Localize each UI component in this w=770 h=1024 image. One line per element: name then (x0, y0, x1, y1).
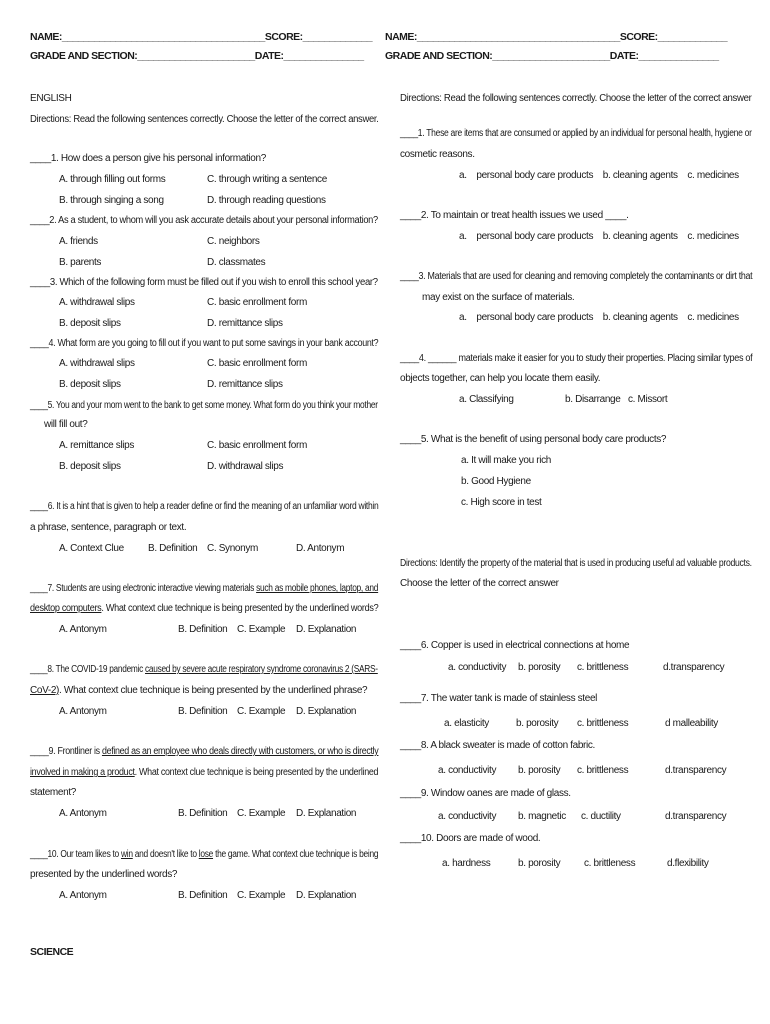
q3-option-a: A. withdrawal slips (59, 297, 135, 308)
q2-option-c: C. neighbors (207, 236, 260, 247)
r-q7-option-c: c. brittleness (577, 718, 629, 729)
q9-option-b: B. Definition (178, 808, 228, 819)
question-1: ____1. How does a person give his personal information? (30, 153, 266, 164)
r-q6-option-a: a. conductivity (448, 662, 507, 673)
r-question-7: ____7. The water tank is made of stainless steel (400, 693, 598, 704)
r-question-3: ____3. Materials that are used for cleaning and removing completely the contaminants or dirt that (400, 271, 753, 282)
question-9-cont2: statement? (30, 787, 76, 798)
r-q3-options: a. personal body care products b. cleaning agents c. medicines (459, 312, 739, 323)
r-q7-option-a: a. elasticity (444, 718, 489, 729)
grade-date-line: GRADE AND SECTION:______________________DATE:_______________ (30, 50, 364, 62)
right-name-score-line: NAME:______________________________________SCORE:_____________ (385, 31, 728, 43)
r-question-5: ____5. What is the benefit of using personal body care products? (400, 434, 667, 445)
r-q2-options: a. personal body care products b. cleaning agents c. medicines (459, 231, 739, 242)
r-q9-option-c: c. ductility (581, 811, 621, 822)
r-q8-option-b: b. porosity (518, 765, 561, 776)
question-3: ____3. Which of the following form must be filled out if you wish to enroll this school year? (30, 277, 378, 288)
r-q8-option-c: c. brittleness (577, 765, 629, 776)
r-q10-option-c: c. brittleness (584, 858, 636, 869)
r-q7-option-b: b. porosity (516, 718, 559, 729)
r-q7-option-d: d malleability (665, 718, 718, 729)
right-directions: Directions: Read the following sentences correctly. Choose the letter of the correct answer (400, 93, 752, 104)
r-q6-option-c: c. brittleness (577, 662, 629, 673)
q5-option-c: C. basic enrollment form (207, 440, 307, 451)
q1-option-c: C. through writing a sentence (207, 174, 327, 185)
q4-option-a: A. withdrawal slips (59, 358, 135, 369)
q6-option-a: A. Context Clue (59, 543, 124, 554)
question-10-cont: presented by the underlined words? (30, 869, 178, 880)
r-q5-option-a: a. It will make you rich (461, 455, 551, 466)
q6-option-b: B. Definition (148, 543, 198, 554)
r-question-9: ____9. Window oanes are made of glass. (400, 788, 571, 799)
q5-option-d: D. withdrawal slips (207, 461, 284, 472)
right-directions-2-cont: Choose the letter of the correct answer (400, 578, 559, 589)
r-question-4-cont: objects together, can help you locate them easily. (400, 373, 601, 384)
q5-option-b: B. deposit slips (59, 461, 121, 472)
r-q6-option-d: d.transparency (663, 662, 725, 673)
question-7-cont: desktop computers. What context clue technique is being presented by the underlined words? (30, 603, 379, 614)
q8-option-c: C. Example (237, 706, 286, 717)
q9-option-d: D. Explanation (296, 808, 357, 819)
q7-option-c: C. Example (237, 624, 286, 635)
q1-option-b: B. through singing a song (59, 195, 164, 206)
r-q5-option-c: c. High score in test (461, 497, 542, 508)
r-question-2: ____2. To maintain or treat health issues we used ____. (400, 210, 629, 221)
question-6-cont: a phrase, sentence, paragraph or text. (30, 522, 187, 533)
question-5-cont: will fill out? (44, 419, 88, 430)
r-q9-option-d: d.transparency (665, 811, 727, 822)
r-q9-option-b: b. magnetic (518, 811, 566, 822)
r-q8-option-a: a. conductivity (438, 765, 497, 776)
r-question-10: ____10. Doors are made of wood. (400, 833, 541, 844)
q6-option-d: D. Antonym (296, 543, 345, 554)
q5-option-a: A. remittance slips (59, 440, 135, 451)
q8-option-a: A. Antonym (59, 706, 107, 717)
q4-option-c: C. basic enrollment form (207, 358, 307, 369)
question-8: ____8. The COVID-19 pandemic caused by severe acute respiratory syndrome coronavirus 2 (SARS- (30, 664, 378, 675)
r-q4-option-a: a. Classifying (459, 394, 514, 405)
r-q10-option-a: a. hardness (442, 858, 491, 869)
r-question-8: ____8. A black sweater is made of cotton fabric. (400, 740, 595, 751)
q10-option-a: A. Antonym (59, 890, 107, 901)
question-10: ____10. Our team likes to win and doesn't like to lose the game. What context clue technique is being (30, 849, 379, 860)
question-8-cont: CoV-2). What context clue technique is being presented by the underlined phrase? (30, 685, 368, 696)
r-q1-options: a. personal body care products b. cleaning agents c. medicines (459, 170, 739, 181)
q10-option-d: D. Explanation (296, 890, 357, 901)
q9-option-a: A. Antonym (59, 808, 107, 819)
r-q10-option-b: b. porosity (518, 858, 561, 869)
q3-option-d: D. remittance slips (207, 318, 283, 329)
q2-option-b: B. parents (59, 257, 102, 268)
question-9-cont: involved in making a product. What context clue technique is being presented by the underlined (30, 767, 379, 778)
q8-option-d: D. Explanation (296, 706, 357, 717)
q3-option-c: C. basic enrollment form (207, 297, 307, 308)
q7-option-b: B. Definition (178, 624, 228, 635)
q8-option-b: B. Definition (178, 706, 228, 717)
q9-option-c: C. Example (237, 808, 286, 819)
science-heading: SCIENCE (30, 946, 74, 958)
right-directions-2: Directions: Identify the property of the material that is used in producing useful ad valuable products. (400, 558, 752, 569)
r-q9-option-a: a. conductivity (438, 811, 497, 822)
q10-option-b: B. Definition (178, 890, 228, 901)
question-4: ____4. What form are you going to fill out if you want to put some savings in your bank account? (30, 338, 379, 349)
q10-option-c: C. Example (237, 890, 286, 901)
r-question-1-cont: cosmetic reasons. (400, 149, 475, 160)
r-question-3-cont: may exist on the surface of materials. (422, 292, 575, 303)
right-grade-date-line: GRADE AND SECTION:______________________DATE:_______________ (385, 50, 719, 62)
r-q6-option-b: b. porosity (518, 662, 561, 673)
q6-option-c: C. Synonym (207, 543, 258, 554)
q1-option-a: A. through filling out forms (59, 174, 166, 185)
question-9: ____9. Frontliner is defined as an employee who deals directly with customers, or who is directly (30, 746, 379, 757)
question-6: ____6. It is a hint that is given to help a reader define or find the meaning of an unfamiliar word within (30, 501, 379, 512)
r-question-4: ____4. ______ materials make it easier for you to study their properties. Placing similar types of (400, 353, 753, 364)
name-score-line: NAME:______________________________________SCORE:_____________ (30, 31, 373, 43)
directions: Directions: Read the following sentences correctly. Choose the letter of the correct answer. (30, 114, 379, 125)
subject-heading: ENGLISH (30, 93, 72, 104)
question-2: ____2. As a student, to whom will you ask accurate details about your personal information? (30, 215, 378, 226)
r-q8-option-d: d.transparency (665, 765, 727, 776)
q2-option-d: D. classmates (207, 257, 266, 268)
r-q5-option-b: b. Good Hygiene (461, 476, 531, 487)
q1-option-d: D. through reading questions (207, 195, 326, 206)
question-7: ____7. Students are using electronic interactive viewing materials such as mobile phones, laptop, and (30, 583, 379, 594)
q7-option-a: A. Antonym (59, 624, 107, 635)
q3-option-b: B. deposit slips (59, 318, 121, 329)
r-q4-option-b: b. Disarrange (565, 394, 621, 405)
question-5: ____5. You and your mom went to the bank to get some money. What form do you think your mother (30, 400, 378, 411)
q4-option-d: D. remittance slips (207, 379, 283, 390)
q7-option-d: D. Explanation (296, 624, 357, 635)
r-question-6: ____6. Copper is used in electrical connections at home (400, 640, 630, 651)
r-q4-option-c: c. Missort (628, 394, 668, 405)
q2-option-a: A. friends (59, 236, 98, 247)
r-question-1: ____1. These are items that are consumed or applied by an individual for personal health, hygiene or (400, 128, 752, 139)
q4-option-b: B. deposit slips (59, 379, 121, 390)
r-q10-option-d: d.flexibility (667, 858, 709, 869)
